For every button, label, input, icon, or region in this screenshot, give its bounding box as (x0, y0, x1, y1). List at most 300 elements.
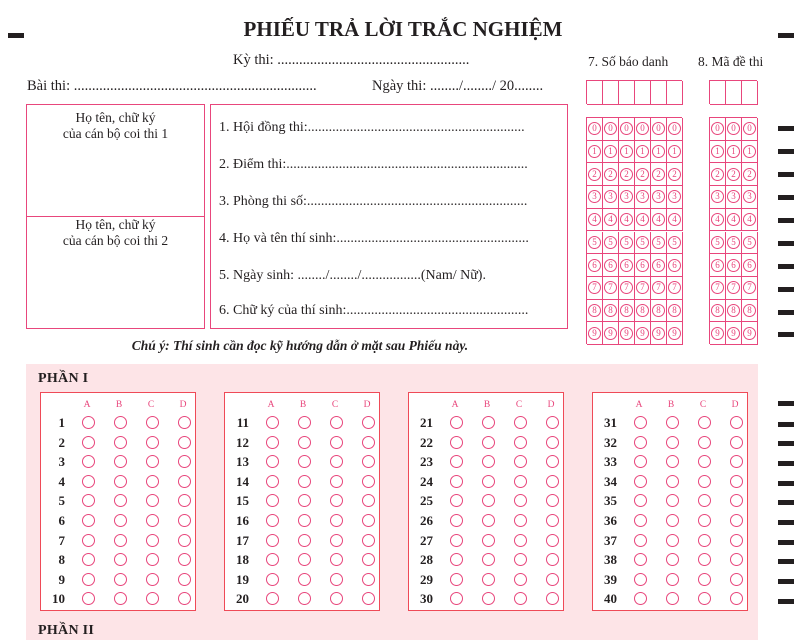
timing-mark (778, 481, 794, 486)
digit-bubble[interactable]: 2 (652, 168, 665, 181)
answer-bubble-37-a[interactable] (634, 534, 647, 547)
digit-bubble[interactable]: 0 (620, 122, 633, 135)
answer-bubble-5-b[interactable] (114, 494, 127, 507)
answer-bubble-22-d[interactable] (546, 436, 559, 449)
digit-bubble[interactable]: 9 (636, 327, 649, 340)
answer-bubble-36-d[interactable] (730, 514, 743, 527)
answer-bubble-40-a[interactable] (634, 592, 647, 605)
digit-write-box[interactable] (710, 81, 726, 105)
digit-bubble[interactable]: 9 (588, 327, 601, 340)
digit-bubble[interactable]: 5 (652, 236, 665, 249)
digit-cell (635, 300, 651, 323)
answer-bubble-37-c[interactable] (698, 534, 711, 547)
answer-bubble-10-c[interactable] (146, 592, 159, 605)
digit-bubble[interactable]: 8 (711, 304, 724, 317)
answer-bubble-16-c[interactable] (330, 514, 343, 527)
answer-bubble-11-b[interactable] (298, 416, 311, 429)
answer-bubble-20-a[interactable] (266, 592, 279, 605)
digit-bubble[interactable]: 4 (711, 213, 724, 226)
digit-bubble[interactable]: 2 (743, 168, 756, 181)
answer-bubble-29-a[interactable] (450, 573, 463, 586)
digit-bubble[interactable]: 7 (727, 281, 740, 294)
answer-bubble-9-c[interactable] (146, 573, 159, 586)
option-header: D (179, 400, 187, 410)
digit-bubble[interactable]: 9 (652, 327, 665, 340)
digit-bubble[interactable]: 3 (743, 190, 756, 203)
digit-bubble[interactable]: 9 (743, 327, 756, 340)
answer-bubble-33-b[interactable] (666, 455, 679, 468)
answer-bubble-18-d[interactable] (362, 553, 375, 566)
answer-bubble-30-c[interactable] (514, 592, 527, 605)
answer-bubble-38-c[interactable] (698, 553, 711, 566)
answer-bubble-31-a[interactable] (634, 416, 647, 429)
answer-bubble-25-d[interactable] (546, 494, 559, 507)
answer-bubble-36-b[interactable] (666, 514, 679, 527)
timing-mark (778, 126, 794, 131)
answer-bubble-12-a[interactable] (266, 436, 279, 449)
digit-bubble[interactable]: 1 (588, 145, 601, 158)
answer-bubble-13-b[interactable] (298, 455, 311, 468)
exam-code-write-boxes[interactable] (709, 80, 757, 104)
digit-bubble[interactable]: 1 (620, 145, 633, 158)
digit-write-box[interactable] (603, 81, 619, 105)
answer-bubble-8-b[interactable] (114, 553, 127, 566)
answer-bubble-13-a[interactable] (266, 455, 279, 468)
answer-bubble-7-c[interactable] (146, 534, 159, 547)
answer-bubble-22-c[interactable] (514, 436, 527, 449)
student-id-write-boxes[interactable] (586, 80, 682, 104)
digit-cell (667, 141, 683, 164)
answer-bubble-16-a[interactable] (266, 514, 279, 527)
answer-bubble-14-b[interactable] (298, 475, 311, 488)
digit-cell (710, 232, 726, 255)
digit-cell (603, 118, 619, 141)
proctor2-signature-box[interactable] (26, 216, 205, 329)
answer-bubble-6-b[interactable] (114, 514, 127, 527)
answer-bubble-14-a[interactable] (266, 475, 279, 488)
digit-bubble[interactable]: 6 (636, 259, 649, 272)
digit-cell (742, 186, 758, 209)
digit-bubble[interactable]: 9 (668, 327, 681, 340)
answer-bubble-32-a[interactable] (634, 436, 647, 449)
answer-bubble-2-d[interactable] (178, 436, 191, 449)
digit-bubble[interactable]: 2 (604, 168, 617, 181)
digit-write-box[interactable] (742, 81, 758, 105)
digit-cell (635, 163, 651, 186)
digit-bubble[interactable]: 5 (711, 236, 724, 249)
subject-field[interactable]: Bài thi: ................................................................... (27, 78, 317, 94)
answer-bubble-24-d[interactable] (546, 475, 559, 488)
answer-bubble-10-d[interactable] (178, 592, 191, 605)
answer-bubble-21-b[interactable] (482, 416, 495, 429)
answer-bubble-5-d[interactable] (178, 494, 191, 507)
answer-bubble-26-c[interactable] (514, 514, 527, 527)
question-number: 17 (236, 532, 249, 548)
answer-bubble-29-b[interactable] (482, 573, 495, 586)
answer-bubble-31-d[interactable] (730, 416, 743, 429)
answer-bubble-13-d[interactable] (362, 455, 375, 468)
answer-bubble-31-c[interactable] (698, 416, 711, 429)
answer-bubble-14-c[interactable] (330, 475, 343, 488)
answer-bubble-15-a[interactable] (266, 494, 279, 507)
digit-bubble[interactable]: 5 (727, 236, 740, 249)
answer-bubble-20-b[interactable] (298, 592, 311, 605)
answer-bubble-30-b[interactable] (482, 592, 495, 605)
proctor1-label: Họ tên, chữ ký của cán bộ coi thi 1 (62, 110, 169, 141)
answer-bubble-32-d[interactable] (730, 436, 743, 449)
digit-bubble[interactable]: 8 (636, 304, 649, 317)
digit-cell (710, 163, 726, 186)
digit-bubble[interactable]: 7 (588, 281, 601, 294)
answer-bubble-33-c[interactable] (698, 455, 711, 468)
answer-bubble-7-d[interactable] (178, 534, 191, 547)
digit-cell (603, 232, 619, 255)
answer-bubble-27-c[interactable] (514, 534, 527, 547)
answer-bubble-17-d[interactable] (362, 534, 375, 547)
answer-bubble-34-c[interactable] (698, 475, 711, 488)
answer-bubble-28-d[interactable] (546, 553, 559, 566)
answer-bubble-27-a[interactable] (450, 534, 463, 547)
answer-bubble-23-a[interactable] (450, 455, 463, 468)
digit-cell (742, 300, 758, 323)
answer-bubble-8-d[interactable] (178, 553, 191, 566)
digit-bubble[interactable]: 8 (604, 304, 617, 317)
answer-bubble-23-d[interactable] (546, 455, 559, 468)
digit-bubble[interactable]: 1 (668, 145, 681, 158)
digit-bubble[interactable]: 5 (743, 236, 756, 249)
answer-bubble-12-c[interactable] (330, 436, 343, 449)
digit-bubble[interactable]: 4 (604, 213, 617, 226)
digit-bubble[interactable]: 5 (604, 236, 617, 249)
digit-bubble[interactable]: 4 (636, 213, 649, 226)
answer-bubble-8-a[interactable] (82, 553, 95, 566)
digit-bubble[interactable]: 1 (743, 145, 756, 158)
answer-bubble-19-c[interactable] (330, 573, 343, 586)
digit-bubble[interactable]: 0 (727, 122, 740, 135)
answer-bubble-39-d[interactable] (730, 573, 743, 586)
birth-date-field[interactable]: 5. Ngày sinh: ......../......../.................(Nam/ Nữ). (219, 268, 486, 283)
digit-bubble[interactable]: 1 (727, 145, 740, 158)
answer-bubble-26-a[interactable] (450, 514, 463, 527)
answer-bubble-23-c[interactable] (514, 455, 527, 468)
answer-bubble-10-a[interactable] (82, 592, 95, 605)
digit-bubble[interactable]: 4 (588, 213, 601, 226)
question-number: 35 (604, 493, 617, 509)
answer-bubble-25-b[interactable] (482, 494, 495, 507)
option-header: B (667, 400, 675, 410)
answer-bubble-1-d[interactable] (178, 416, 191, 429)
answer-bubble-2-b[interactable] (114, 436, 127, 449)
answer-bubble-4-c[interactable] (146, 475, 159, 488)
option-header: C (147, 400, 155, 410)
digit-bubble[interactable]: 2 (711, 168, 724, 181)
answer-bubble-19-d[interactable] (362, 573, 375, 586)
option-header: A (267, 400, 275, 410)
answer-bubble-18-a[interactable] (266, 553, 279, 566)
answer-bubble-4-d[interactable] (178, 475, 191, 488)
digit-bubble[interactable]: 4 (668, 213, 681, 226)
answer-bubble-16-b[interactable] (298, 514, 311, 527)
digit-bubble[interactable]: 4 (727, 213, 740, 226)
digit-bubble[interactable]: 3 (636, 190, 649, 203)
candidate-name-field[interactable]: 4. Họ và tên thí sinh:....................................................... (219, 231, 529, 246)
answer-bubble-28-a[interactable] (450, 553, 463, 566)
answer-bubble-34-b[interactable] (666, 475, 679, 488)
answer-bubble-3-c[interactable] (146, 455, 159, 468)
answer-bubble-25-a[interactable] (450, 494, 463, 507)
digit-bubble[interactable]: 0 (636, 122, 649, 135)
digit-bubble[interactable]: 4 (743, 213, 756, 226)
digit-bubble[interactable]: 8 (727, 304, 740, 317)
answer-bubble-16-d[interactable] (362, 514, 375, 527)
digit-write-box[interactable] (619, 81, 635, 105)
council-field[interactable]: 1. Hội đồng thi:.............................................................. (219, 120, 525, 135)
digit-bubble[interactable]: 5 (588, 236, 601, 249)
answer-bubble-17-a[interactable] (266, 534, 279, 547)
digit-bubble[interactable]: 3 (604, 190, 617, 203)
answer-bubble-12-d[interactable] (362, 436, 375, 449)
answer-bubble-1-c[interactable] (146, 416, 159, 429)
digit-bubble[interactable]: 7 (636, 281, 649, 294)
answer-bubble-34-a[interactable] (634, 475, 647, 488)
answer-bubble-21-c[interactable] (514, 416, 527, 429)
digit-bubble[interactable]: 7 (711, 281, 724, 294)
answer-bubble-36-a[interactable] (634, 514, 647, 527)
digit-bubble[interactable]: 7 (652, 281, 665, 294)
digit-bubble[interactable]: 6 (588, 259, 601, 272)
answer-bubble-20-c[interactable] (330, 592, 343, 605)
digit-bubble[interactable]: 6 (711, 259, 724, 272)
answer-bubble-35-a[interactable] (634, 494, 647, 507)
answer-bubble-35-b[interactable] (666, 494, 679, 507)
digit-bubble[interactable]: 6 (652, 259, 665, 272)
answer-bubble-25-c[interactable] (514, 494, 527, 507)
digit-cell (651, 322, 667, 345)
answer-bubble-4-a[interactable] (82, 475, 95, 488)
answer-bubble-36-c[interactable] (698, 514, 711, 527)
timing-mark (778, 599, 794, 604)
digit-bubble[interactable]: 0 (588, 122, 601, 135)
answer-bubble-34-d[interactable] (730, 475, 743, 488)
answer-bubble-40-d[interactable] (730, 592, 743, 605)
digit-bubble[interactable]: 7 (668, 281, 681, 294)
digit-bubble[interactable]: 3 (711, 190, 724, 203)
answer-bubble-37-b[interactable] (666, 534, 679, 547)
answer-bubble-31-b[interactable] (666, 416, 679, 429)
answer-bubble-22-b[interactable] (482, 436, 495, 449)
answer-bubble-29-d[interactable] (546, 573, 559, 586)
answer-bubble-38-b[interactable] (666, 553, 679, 566)
answer-bubble-26-b[interactable] (482, 514, 495, 527)
digit-bubble[interactable]: 9 (727, 327, 740, 340)
digit-bubble[interactable]: 7 (620, 281, 633, 294)
exam-date-field[interactable]: Ngày thi: ......../......../ 20........ (372, 78, 544, 94)
answer-bubble-7-a[interactable] (82, 534, 95, 547)
exam-name-field[interactable]: Kỳ thi: ..................................................... (233, 52, 470, 68)
answer-bubble-6-d[interactable] (178, 514, 191, 527)
answer-bubble-33-d[interactable] (730, 455, 743, 468)
answer-bubble-15-b[interactable] (298, 494, 311, 507)
digit-bubble[interactable]: 0 (711, 122, 724, 135)
answer-bubble-4-b[interactable] (114, 475, 127, 488)
digit-bubble[interactable]: 2 (588, 168, 601, 181)
digit-bubble[interactable]: 8 (652, 304, 665, 317)
digit-bubble[interactable]: 8 (620, 304, 633, 317)
answer-bubble-26-d[interactable] (546, 514, 559, 527)
answer-bubble-35-c[interactable] (698, 494, 711, 507)
answer-bubble-40-b[interactable] (666, 592, 679, 605)
digit-write-box[interactable] (635, 81, 651, 105)
answer-bubble-11-c[interactable] (330, 416, 343, 429)
answer-bubble-38-a[interactable] (634, 553, 647, 566)
answer-bubble-2-a[interactable] (82, 436, 95, 449)
answer-bubble-9-b[interactable] (114, 573, 127, 586)
digit-cell (651, 118, 667, 141)
digit-bubble[interactable]: 9 (604, 327, 617, 340)
digit-bubble[interactable]: 9 (620, 327, 633, 340)
digit-bubble[interactable]: 5 (636, 236, 649, 249)
answer-bubble-28-b[interactable] (482, 553, 495, 566)
question-number: 24 (420, 473, 433, 489)
digit-bubble[interactable]: 0 (604, 122, 617, 135)
answer-bubble-8-c[interactable] (146, 553, 159, 566)
answer-bubble-39-b[interactable] (666, 573, 679, 586)
answer-bubble-29-c[interactable] (514, 573, 527, 586)
answer-bubble-21-a[interactable] (450, 416, 463, 429)
digit-cell (726, 232, 742, 255)
digit-bubble[interactable]: 4 (620, 213, 633, 226)
answer-bubble-9-a[interactable] (82, 573, 95, 586)
answer-bubble-3-d[interactable] (178, 455, 191, 468)
digit-bubble[interactable]: 6 (668, 259, 681, 272)
digit-cell (587, 209, 603, 232)
digit-bubble[interactable]: 6 (743, 259, 756, 272)
digit-bubble[interactable]: 1 (652, 145, 665, 158)
digit-bubble[interactable]: 3 (652, 190, 665, 203)
digit-cell (587, 300, 603, 323)
answer-bubble-15-c[interactable] (330, 494, 343, 507)
answer-bubble-24-b[interactable] (482, 475, 495, 488)
answer-bubble-19-b[interactable] (298, 573, 311, 586)
answer-bubble-13-c[interactable] (330, 455, 343, 468)
digit-bubble[interactable]: 3 (727, 190, 740, 203)
answer-bubble-22-a[interactable] (450, 436, 463, 449)
answer-bubble-27-d[interactable] (546, 534, 559, 547)
answer-bubble-5-a[interactable] (82, 494, 95, 507)
answer-bubble-2-c[interactable] (146, 436, 159, 449)
answer-bubble-38-d[interactable] (730, 553, 743, 566)
digit-bubble[interactable]: 0 (743, 122, 756, 135)
digit-bubble[interactable]: 3 (588, 190, 601, 203)
digit-bubble[interactable]: 4 (652, 213, 665, 226)
digit-bubble[interactable]: 0 (652, 122, 665, 135)
option-header: A (83, 400, 91, 410)
digit-bubble[interactable]: 5 (620, 236, 633, 249)
digit-bubble[interactable]: 8 (743, 304, 756, 317)
digit-bubble[interactable]: 1 (711, 145, 724, 158)
answer-bubble-9-d[interactable] (178, 573, 191, 586)
answer-bubble-5-c[interactable] (146, 494, 159, 507)
answer-bubble-33-a[interactable] (634, 455, 647, 468)
answer-bubble-14-d[interactable] (362, 475, 375, 488)
digit-bubble[interactable]: 7 (604, 281, 617, 294)
answer-bubble-6-c[interactable] (146, 514, 159, 527)
answer-bubble-1-a[interactable] (82, 416, 95, 429)
digit-write-box[interactable] (651, 81, 667, 105)
answer-bubble-11-a[interactable] (266, 416, 279, 429)
digit-bubble[interactable]: 8 (588, 304, 601, 317)
digit-bubble[interactable]: 2 (636, 168, 649, 181)
answer-bubble-28-c[interactable] (514, 553, 527, 566)
answer-bubble-30-d[interactable] (546, 592, 559, 605)
answer-bubble-3-a[interactable] (82, 455, 95, 468)
digit-bubble[interactable]: 6 (604, 259, 617, 272)
digit-bubble[interactable]: 1 (636, 145, 649, 158)
answer-bubble-7-b[interactable] (114, 534, 127, 547)
answer-bubble-18-b[interactable] (298, 553, 311, 566)
candidate-signature-field[interactable]: 6. Chữ ký của thí sinh:.................................................... (219, 303, 529, 318)
exam-site-field[interactable]: 2. Điểm thi:..................................................................... (219, 157, 528, 172)
answer-bubble-27-b[interactable] (482, 534, 495, 547)
digit-bubble[interactable]: 5 (668, 236, 681, 249)
answer-bubble-37-d[interactable] (730, 534, 743, 547)
digit-write-box[interactable] (587, 81, 603, 105)
answer-bubble-17-c[interactable] (330, 534, 343, 547)
room-field[interactable]: 3. Phòng thi số:............................................................... (219, 194, 528, 209)
answer-bubble-21-d[interactable] (546, 416, 559, 429)
digit-bubble[interactable]: 3 (620, 190, 633, 203)
digit-bubble[interactable]: 0 (668, 122, 681, 135)
proctor1-signature-box[interactable] (26, 104, 205, 218)
digit-bubble[interactable]: 2 (668, 168, 681, 181)
answer-bubble-17-b[interactable] (298, 534, 311, 547)
answer-bubble-3-b[interactable] (114, 455, 127, 468)
digit-bubble[interactable]: 6 (620, 259, 633, 272)
answer-bubble-12-b[interactable] (298, 436, 311, 449)
digit-cell (587, 254, 603, 277)
digit-bubble[interactable]: 9 (711, 327, 724, 340)
digit-bubble[interactable]: 1 (604, 145, 617, 158)
digit-write-box[interactable] (726, 81, 742, 105)
answer-bubble-1-b[interactable] (114, 416, 127, 429)
answer-bubble-35-d[interactable] (730, 494, 743, 507)
answer-bubble-19-a[interactable] (266, 573, 279, 586)
answer-bubble-18-c[interactable] (330, 553, 343, 566)
digit-bubble[interactable]: 2 (727, 168, 740, 181)
answer-bubble-24-a[interactable] (450, 475, 463, 488)
answer-bubble-11-d[interactable] (362, 416, 375, 429)
digit-bubble[interactable]: 8 (668, 304, 681, 317)
answer-bubble-20-d[interactable] (362, 592, 375, 605)
answer-bubble-10-b[interactable] (114, 592, 127, 605)
answer-bubble-24-c[interactable] (514, 475, 527, 488)
answer-bubble-30-a[interactable] (450, 592, 463, 605)
answer-bubble-15-d[interactable] (362, 494, 375, 507)
answer-bubble-6-a[interactable] (82, 514, 95, 527)
digit-bubble[interactable]: 2 (620, 168, 633, 181)
digit-bubble[interactable]: 6 (727, 259, 740, 272)
digit-write-box[interactable] (667, 81, 683, 105)
digit-cell (651, 277, 667, 300)
answer-bubble-39-a[interactable] (634, 573, 647, 586)
digit-bubble[interactable]: 7 (743, 281, 756, 294)
answer-bubble-32-c[interactable] (698, 436, 711, 449)
answer-bubble-39-c[interactable] (698, 573, 711, 586)
digit-bubble[interactable]: 3 (668, 190, 681, 203)
answer-bubble-32-b[interactable] (666, 436, 679, 449)
answer-bubble-23-b[interactable] (482, 455, 495, 468)
answer-bubble-40-c[interactable] (698, 592, 711, 605)
